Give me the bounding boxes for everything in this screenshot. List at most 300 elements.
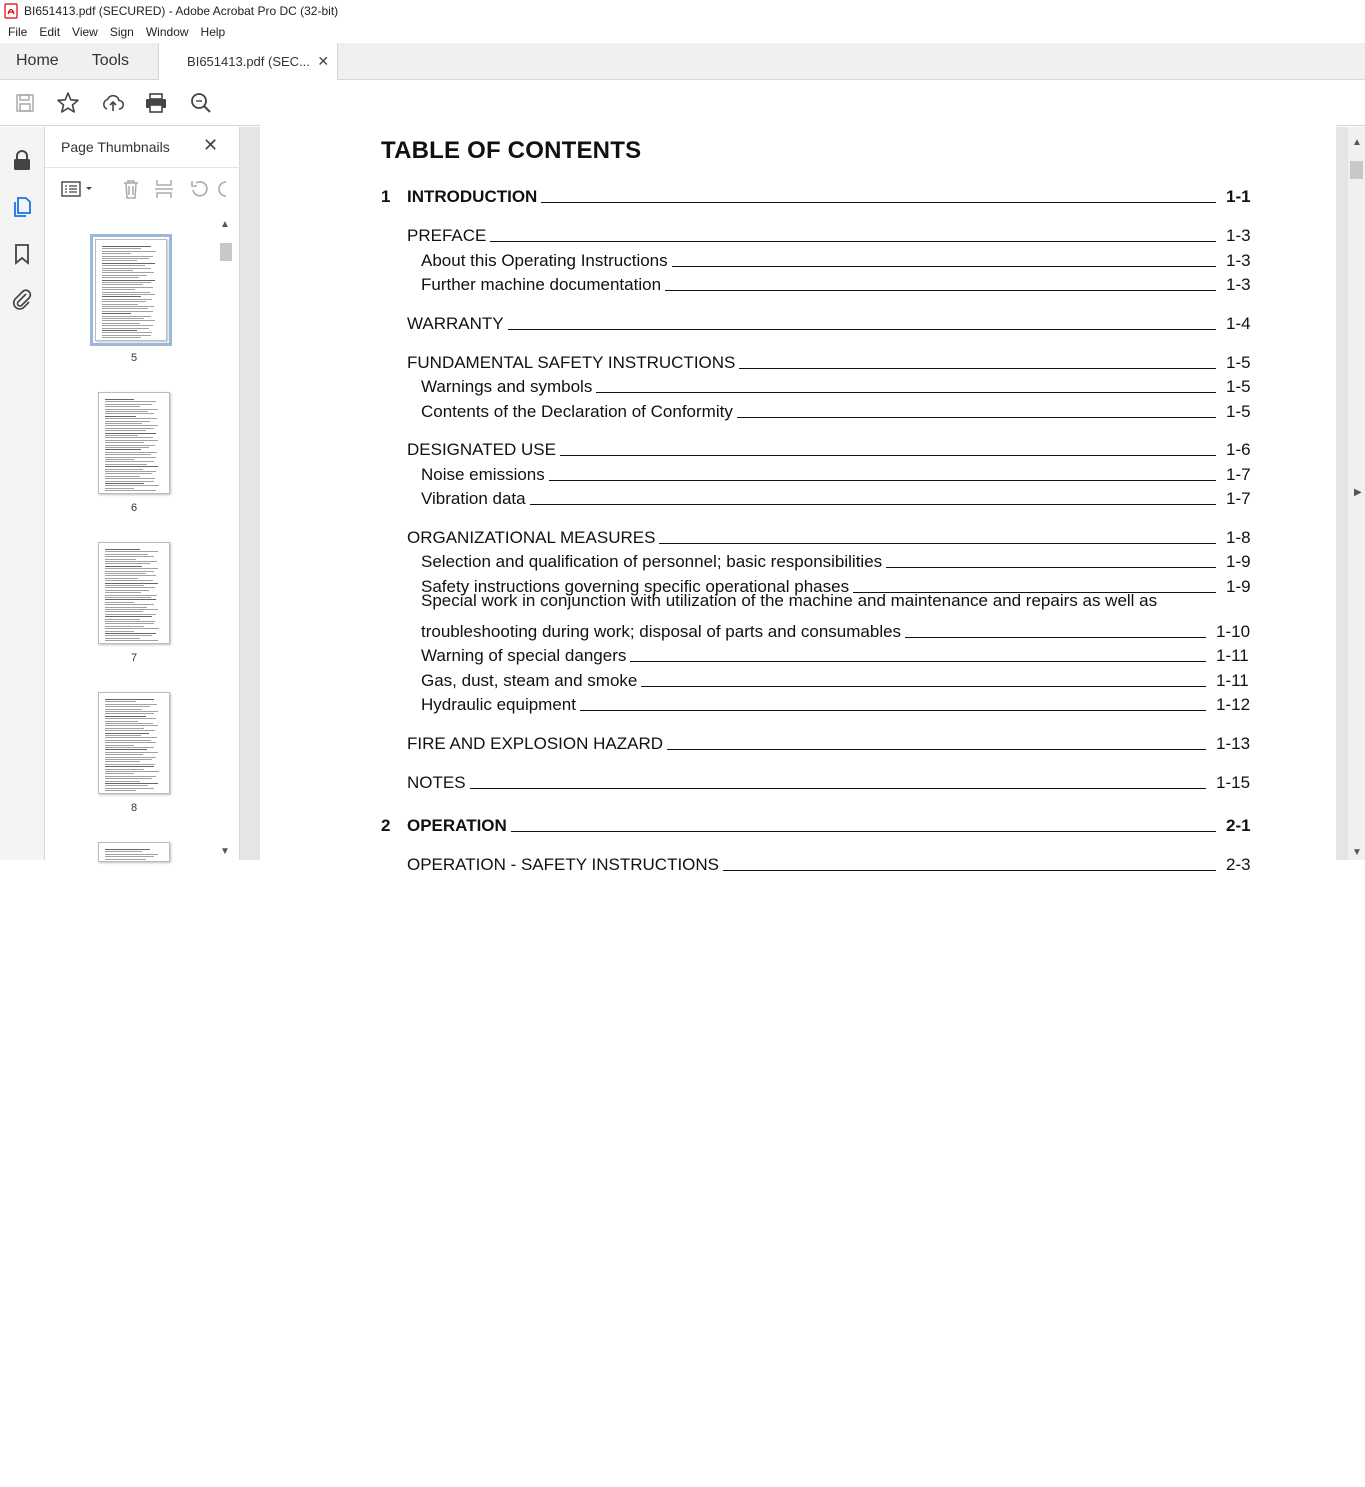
toc-entry-text: WARRANTY [407, 314, 504, 333]
toc-page-number: 1-3 [1226, 226, 1251, 245]
toc-page-number: 1-4 [1226, 314, 1251, 333]
scroll-down-icon[interactable]: ▼ [1352, 847, 1362, 858]
thumbnail-text-line [102, 284, 143, 285]
thumbnail-text-line [105, 421, 150, 422]
thumbnail-page-number: 8 [130, 802, 138, 814]
close-tab-icon[interactable]: ✕ [317, 53, 330, 69]
thumbnail-text-line [105, 856, 154, 857]
thumbnail-text-line [105, 457, 156, 458]
panel-title: Page Thumbnails [61, 139, 170, 155]
options-menu-icon[interactable] [61, 178, 95, 200]
thumbnail-text-line [105, 423, 142, 424]
thumbnail-text-line [105, 607, 147, 608]
toc-entry[interactable] [421, 691, 1251, 715]
toc-entry[interactable] [407, 851, 1251, 875]
page-thumbnail[interactable] [98, 692, 170, 794]
thumbnail-text-line [105, 481, 154, 482]
thumbnail-text-line [105, 433, 156, 434]
thumbnail-text-line [105, 614, 156, 615]
thumbnail-text-line [105, 699, 154, 700]
toc-entry-text: FUNDAMENTAL SAFETY INSTRUCTIONS [407, 353, 736, 372]
thumbnail-text-line [102, 332, 152, 333]
thumbnail-text-line [105, 425, 158, 426]
toc-entry-text: PREFACE [407, 226, 487, 245]
thumbnail-text-line [105, 716, 146, 717]
thumbnail-text-line [105, 488, 134, 489]
thumbnail-text-line [102, 260, 137, 261]
thumbnail-text-line [102, 292, 150, 293]
thumbnail-text-line [105, 413, 154, 414]
menu-sign[interactable]: Sign [109, 25, 134, 39]
toc-page-number: 1-11 [1216, 671, 1249, 690]
thumbnail-text-line [105, 747, 154, 748]
thumbnail-text-line [105, 735, 141, 736]
toc-page-number: 1-15 [1216, 773, 1251, 792]
thumbnail-text-line [102, 320, 155, 321]
thumbnail-text-line [102, 313, 131, 314]
lock-icon[interactable] [10, 148, 34, 172]
thumbnail-text-line [102, 265, 145, 266]
toc-page-number: 1-5 [1226, 402, 1251, 421]
toc-entry-text[interactable]: Special work in conjunction with utilization of the machine and maintenance and repairs as well as [421, 591, 1158, 610]
thumbnail-text-line [105, 769, 144, 770]
toc-leader-line [470, 788, 1206, 789]
thumbnail-text-line [102, 289, 135, 290]
thumbnail-text-line [102, 318, 144, 319]
thumbnail-text-line [105, 568, 158, 569]
thumbnail-text-line [105, 706, 150, 707]
toc-entry-text: ORGANIZATIONAL MEASURES [407, 528, 656, 547]
thumbnail-text-line [105, 752, 158, 753]
thumbnail-text-line [102, 280, 155, 281]
thumbnail-text-line [105, 447, 149, 448]
thumbnail-tools [45, 167, 240, 207]
thumbnail-text-line [105, 580, 153, 581]
toc-leader-line [667, 749, 1206, 750]
thumbnail-text-line [105, 611, 143, 612]
toc-entry-text: OPERATION [407, 816, 507, 835]
thumbnail-text-line [105, 783, 158, 784]
document-tab-label: BI651413.pdf (SEC... [187, 54, 310, 69]
thumbnail-text-line [105, 478, 155, 479]
toc-leader-line [511, 831, 1216, 832]
undo-icon[interactable] [187, 178, 209, 200]
thumbnail-text-line [105, 585, 144, 586]
toc-entry[interactable] [407, 524, 1251, 548]
thumbnail-text-line [105, 559, 136, 560]
toc-leader-line [580, 710, 1206, 711]
thumbnail-text-line [105, 733, 149, 734]
toc-leader-line [886, 567, 1216, 568]
thumbnail-text-line [102, 275, 147, 276]
search-icon[interactable] [188, 90, 214, 116]
toc-leader-line [641, 686, 1206, 687]
toc-leader-line [560, 455, 1216, 456]
scroll-up-icon[interactable]: ▲ [1352, 137, 1362, 148]
thumbnail-text-line [102, 256, 153, 257]
toc-entry-text: Selection and qualification of personnel; basic responsibilities [421, 552, 883, 571]
thumbnail-text-line [105, 749, 147, 750]
thumbnail-text-line [105, 461, 154, 462]
thumbnail-text-line [105, 454, 151, 455]
thumbnail-text-line [105, 485, 159, 486]
thumbnail-text-line [105, 571, 154, 572]
collapse-right-panel-icon[interactable]: ▶ [1354, 487, 1362, 498]
thumbnail-text-line [105, 449, 141, 450]
star-icon[interactable] [55, 90, 81, 116]
thumbnail-text-line [105, 471, 156, 472]
thumbnail-text-line [102, 277, 139, 278]
toc-page-number: 1-11 [1216, 646, 1249, 665]
toc-page-number: 1-7 [1226, 489, 1251, 508]
thumbnail-text-line [102, 330, 137, 331]
toc-entry-text: FIRE AND EXPLOSION HAZARD [407, 734, 663, 753]
toc-entry[interactable] [421, 247, 1251, 271]
toc-leader-line [659, 543, 1216, 544]
thumbnail-text-line [105, 776, 156, 777]
page-thumbnail[interactable] [95, 239, 167, 341]
toc-page-number: 1-6 [1226, 440, 1251, 459]
thumbnail-text-line [105, 573, 146, 574]
thumbnail-text-line [105, 626, 144, 627]
thumbnail-text-line [105, 859, 146, 860]
thumbnail-text-line [102, 287, 153, 288]
acrobat-pdf-icon [4, 4, 18, 18]
thumbnail-text-line [102, 253, 131, 254]
toc-entry[interactable] [421, 485, 1251, 509]
thumbnail-text-line [105, 590, 149, 591]
toc-entry[interactable] [381, 812, 1251, 836]
thumbnail-text-line [105, 442, 144, 443]
thumbnail-text-line [105, 445, 155, 446]
thumbnail-text-line [102, 328, 149, 329]
toc-entry[interactable] [407, 769, 1251, 793]
thumbnail-text-line [105, 766, 154, 767]
toc-entry[interactable] [381, 183, 1251, 207]
thumbnail-text-line [105, 742, 156, 743]
toc-page-number: 1-12 [1216, 695, 1251, 714]
thumbnail-text-line [105, 628, 159, 629]
thumbnail-text-line [105, 730, 155, 731]
thumbnail-text-line [105, 711, 158, 712]
redo-icon[interactable] [219, 178, 227, 200]
thumbnail-text-line [105, 631, 134, 632]
toc-leader-line [737, 417, 1216, 418]
thumbnail-text-line [105, 638, 140, 639]
thumbnail-text-line [102, 263, 155, 264]
toc-leader-line [490, 241, 1216, 242]
thumbnail-text-line [105, 483, 144, 484]
thumbnail-text-line [105, 604, 154, 605]
thumbnail-page-number: 7 [130, 652, 138, 664]
scroll-down-icon[interactable]: ▼ [220, 846, 230, 857]
thumbnail-text-line [105, 761, 140, 762]
thumbnail-text-line [105, 623, 154, 624]
thumbnail-text-line [102, 270, 133, 271]
thumbnail-text-line [102, 304, 138, 305]
thumbnail-text-line [105, 563, 150, 564]
toc-leader-line [549, 480, 1216, 481]
scrollbar-thumb[interactable] [1350, 161, 1363, 179]
toc-chapter-number: 2 [381, 816, 391, 835]
thumbnail-text-line [105, 401, 156, 402]
page-thumbnail[interactable] [98, 542, 170, 644]
thumbnail-text-line [102, 335, 151, 336]
tab-document[interactable] [158, 43, 338, 80]
thumbnail-text-line [105, 616, 152, 617]
toc-page-number: 1-3 [1226, 251, 1251, 270]
thumbnail-text-line [105, 452, 157, 453]
toc-entry[interactable] [421, 618, 1251, 642]
toc-entry-text: INTRODUCTION [407, 187, 538, 206]
thumbnail-text-line [105, 788, 154, 789]
thumbnail-text-line [105, 411, 148, 412]
toc-page-number: 1-8 [1226, 528, 1251, 547]
toc-page-number: 1-5 [1226, 377, 1251, 396]
document-view[interactable] [240, 127, 1365, 874]
scrollbar-thumb[interactable] [220, 243, 232, 261]
toc-leader-line [672, 266, 1216, 267]
thumbnail-text-line [105, 737, 157, 738]
toc-page-number: 1-1 [1226, 187, 1251, 206]
trash-icon[interactable] [120, 178, 142, 200]
toc-leader-line [541, 202, 1216, 203]
toc-entry-text: Noise emissions [421, 465, 545, 484]
toc-entry[interactable] [421, 642, 1249, 666]
toc-page-number: 2-1 [1226, 816, 1251, 835]
tab-tools[interactable]: Tools [91, 52, 130, 69]
thumbnail-text-line [102, 272, 154, 273]
thumbnail-text-line [105, 587, 155, 588]
save-icon[interactable] [12, 90, 38, 116]
toc-entry[interactable] [421, 461, 1251, 485]
toc-entry[interactable] [407, 310, 1251, 334]
thumbnail-text-line [105, 723, 153, 724]
toc-page-number: 1-10 [1216, 622, 1251, 641]
page-thumbnail[interactable] [98, 842, 170, 862]
toc-leader-line [905, 637, 1206, 638]
thumbnail-text-line [105, 459, 134, 460]
page-thumbnails-icon[interactable] [10, 195, 34, 219]
thumbnail-text-line [105, 549, 140, 550]
thumbnail-text-line [105, 633, 156, 634]
toc-entry[interactable] [421, 373, 1251, 397]
toc-leader-line [508, 329, 1216, 330]
toc-entry-text: NOTES [407, 773, 466, 792]
toc-entry-text: troubleshooting during work; disposal of parts and consumables [421, 622, 902, 641]
toc-entry[interactable] [407, 222, 1251, 246]
thumbnail-scrollbar[interactable] [218, 219, 234, 859]
thumbnail-text-line [102, 308, 148, 309]
thumbnail-text-line [102, 248, 141, 249]
toc-leader-line [596, 392, 1216, 393]
thumbnail-text-line [105, 709, 142, 710]
thumbnail-text-line [105, 781, 140, 782]
toc-leader-line [530, 504, 1216, 505]
thumbnail-text-line [105, 854, 158, 855]
toc-leader-line [739, 368, 1216, 369]
toc-entry-text: OPERATION - SAFETY INSTRUCTIONS [407, 855, 720, 874]
toc-entry-text: DESIGNATED USE [407, 440, 556, 459]
toc-entry[interactable] [407, 436, 1251, 460]
pdf-page [260, 87, 1336, 1487]
toc-entry[interactable] [421, 548, 1251, 572]
toc-entry-text: About this Operating Instructions [421, 251, 668, 270]
thumbnail-text-line [102, 311, 153, 312]
thumbnail-text-line [105, 740, 151, 741]
menu-help[interactable]: Help [200, 25, 226, 39]
thumbnail-text-line [105, 754, 143, 755]
thumbnail-text-line [102, 301, 146, 302]
thumbnail-text-line [105, 640, 158, 641]
thumbnail-text-line [105, 592, 141, 593]
toc-chapter-number: 1 [381, 187, 391, 206]
thumbnail-text-line [105, 619, 140, 620]
thumbnail-text-line [102, 306, 154, 307]
thumbnail-text-line [105, 728, 144, 729]
toc-entry-text: Warning of special dangers [421, 646, 627, 665]
upload-icon[interactable] [100, 90, 126, 116]
thumbnail-text-line [105, 473, 152, 474]
window-title: BI651413.pdf (SECURED) - Adobe Acrobat Pro DC (32-bit) [24, 4, 339, 18]
thumbnail-text-line [105, 597, 151, 598]
thumbnail-text-line [105, 602, 134, 603]
toc-entry-text: Contents of the Declaration of Conformity [421, 402, 733, 421]
thumbnail-text-line [105, 725, 158, 726]
tab-home[interactable]: Home [16, 52, 59, 69]
thumbnail-text-line [105, 409, 158, 410]
thumbnail-text-line [105, 771, 159, 772]
title-bar [0, 0, 1365, 22]
thumbnail-text-line [105, 701, 136, 702]
menu-bar [0, 22, 1365, 43]
toc-entry[interactable] [407, 730, 1251, 754]
thumbnails-panel [45, 127, 240, 860]
thumbnail-text-line [105, 440, 158, 441]
thumbnail-text-line [105, 404, 152, 405]
thumbnail-text-line [105, 759, 152, 760]
thumbnail-text-line [105, 418, 157, 419]
thumbnail-text-line [105, 476, 140, 477]
thumbnail-text-line [105, 428, 154, 429]
left-rail [0, 127, 45, 860]
thumbnail-text-line [105, 578, 138, 579]
thumbnail-text-line [105, 785, 148, 786]
thumbnail-text-line [105, 435, 138, 436]
attachment-icon[interactable] [10, 287, 34, 311]
thumbnail-text-line [102, 316, 151, 317]
thumbnail-text-line [105, 566, 142, 567]
thumbnail-text-line [105, 583, 158, 584]
toc-page-number: 1-9 [1226, 552, 1251, 571]
thumbnail-text-line [105, 713, 154, 714]
thumbnail-text-line [102, 258, 149, 259]
thumbnail-text-line [105, 437, 153, 438]
toc-page-number: 1-3 [1226, 275, 1251, 294]
toc-entry-text: Gas, dust, steam and smoke [421, 671, 638, 690]
toc-leader-line [665, 290, 1216, 291]
toc-page-number: 2-3 [1226, 855, 1251, 874]
thumbnail-text-line [105, 561, 157, 562]
thumbnail-text-line [102, 323, 140, 324]
toc-heading: TABLE OF CONTENTS [381, 137, 642, 164]
thumbnail-text-line [102, 282, 151, 283]
toc-leader-line [630, 661, 1206, 662]
thumbnail-text-line [105, 635, 152, 636]
thumbnail-text-line [105, 851, 142, 852]
thumbnail-text-line [105, 718, 156, 719]
toc-entry[interactable] [421, 398, 1251, 422]
toc-entry-text: Warnings and symbols [421, 377, 593, 396]
menu-window[interactable]: Window [145, 25, 189, 39]
thumbnail-text-line [105, 745, 134, 746]
thumbnail-text-line [105, 721, 138, 722]
menu-view[interactable]: View [72, 25, 98, 39]
thumbnail-text-line [102, 296, 141, 297]
thumbnail-text-line [102, 251, 156, 252]
toc-page-number: 1-13 [1216, 734, 1251, 753]
thumbnail-text-line [105, 595, 157, 596]
toc-entry[interactable] [407, 349, 1251, 373]
thumbnail-text-line [105, 849, 150, 850]
thumbnail-text-line [105, 778, 152, 779]
toc-entry[interactable] [421, 271, 1251, 295]
thumbnail-text-line [102, 294, 155, 295]
thumbnail-text-line [105, 790, 136, 791]
thumbnail-text-line [105, 406, 140, 407]
thumbnail-text-line [102, 246, 151, 247]
tab-bar [0, 43, 1365, 80]
insert-page-icon[interactable] [153, 178, 175, 200]
menu-edit[interactable]: Edit [39, 25, 61, 39]
thumbnail-text-line [102, 325, 153, 326]
thumbnail-text-line [105, 575, 156, 576]
thumbnail-text-line [102, 268, 151, 269]
close-icon[interactable]: ✕ [203, 135, 219, 155]
thumbnail-text-line [105, 609, 158, 610]
page-thumbnail[interactable] [98, 392, 170, 494]
thumbnail-text-line [105, 621, 155, 622]
thumbnail-text-line [105, 490, 156, 491]
menu-file[interactable]: File [8, 25, 28, 39]
thumbnail-text-line [105, 416, 136, 417]
thumbnail-text-line [105, 773, 134, 774]
thumbnail-text-line [105, 464, 147, 465]
bookmark-icon[interactable] [10, 242, 34, 266]
toc-entry[interactable] [421, 667, 1249, 691]
thumbnail-text-line [105, 466, 158, 467]
thumbnail-text-line [105, 469, 143, 470]
scroll-up-icon[interactable]: ▲ [220, 219, 230, 230]
print-icon[interactable] [143, 90, 169, 116]
toc-page-number: 1-7 [1226, 465, 1251, 484]
thumbnail-text-line [105, 399, 134, 400]
thumbnail-text-line [105, 430, 146, 431]
toc-entry-text: Hydraulic equipment [421, 695, 576, 714]
toc-entry-text: Safety instructions governing specific operational phases [421, 577, 850, 596]
thumbnail-text-line [105, 764, 155, 765]
toc-leader-line [723, 870, 1216, 871]
thumbnail-text-line [102, 337, 141, 338]
toc-entry-text: Further machine documentation [421, 275, 662, 294]
thumbnail-text-line [102, 299, 152, 300]
thumbnail-text-line [105, 551, 158, 552]
thumbnail-text-line [105, 599, 156, 600]
thumbnail-page-number: 6 [130, 502, 138, 514]
toc-page-number: 1-5 [1226, 353, 1251, 372]
thumbnail-text-line [105, 757, 156, 758]
thumbnail-text-line [105, 556, 154, 557]
